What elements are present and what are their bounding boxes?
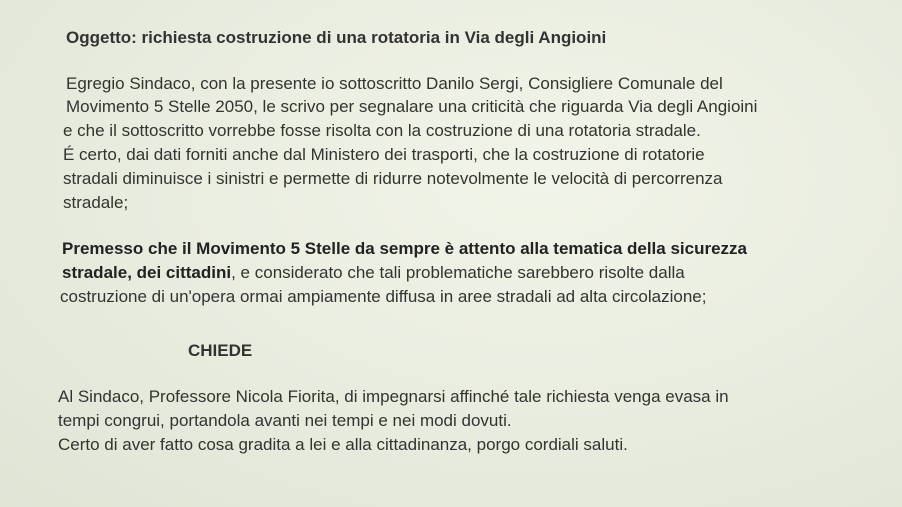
paragraph2-bold-fragment: stradale, dei cittadini (62, 263, 232, 282)
paragraph2-line: costruzione di un'opera ormai ampiamente diffusa in aree stradali ad alta circolazione; (60, 287, 707, 306)
paragraph3-line: Al Sindaco, Professore Nicola Fiorita, di impegnarsi affinché tale richiesta venga evasa in (58, 387, 729, 406)
paragraph1-line: É certo, dai dati forniti anche dal Ministero dei trasporti, che la costruzione di rotatorie (63, 145, 705, 164)
paragraph1-line: e che il sottoscritto vorrebbe fosse risolta con la costruzione di una rotatoria stradale. (63, 121, 701, 140)
paragraph1-line: stradali diminuisce i sinistri e permette di ridurre notevolmente le velocità di percorrenza (63, 169, 723, 188)
paragraph3-line: Certo di aver fatto cosa gradita a lei e alla cittadinanza, porgo cordiali saluti. (58, 435, 628, 454)
paragraph2-bold-line: Premesso che il Movimento 5 Stelle da sempre è attento alla tematica della sicurezza (62, 239, 747, 258)
paragraph3-line: tempi congrui, portandola avanti nei tempi e nei modi dovuti. (58, 411, 512, 430)
paragraph2-line (62, 262, 685, 284)
paragraph1-line: stradale; (63, 193, 129, 212)
paragraph2-fragment: , e considerato che tali problematiche sarebbero risolte dalla (231, 263, 685, 282)
paragraph1-line: Egregio Sindaco, con la presente io sottoscritto Danilo Sergi, Consigliere Comunale del (66, 74, 723, 93)
paragraph1-line: Movimento 5 Stelle 2050, le scrivo per segnalare una criticità che riguarda Via degli Angioini (66, 97, 758, 116)
request-heading: CHIEDE (188, 341, 253, 360)
letter-subject: Oggetto: richiesta costruzione di una rotatoria in Via degli Angioini (66, 28, 607, 47)
